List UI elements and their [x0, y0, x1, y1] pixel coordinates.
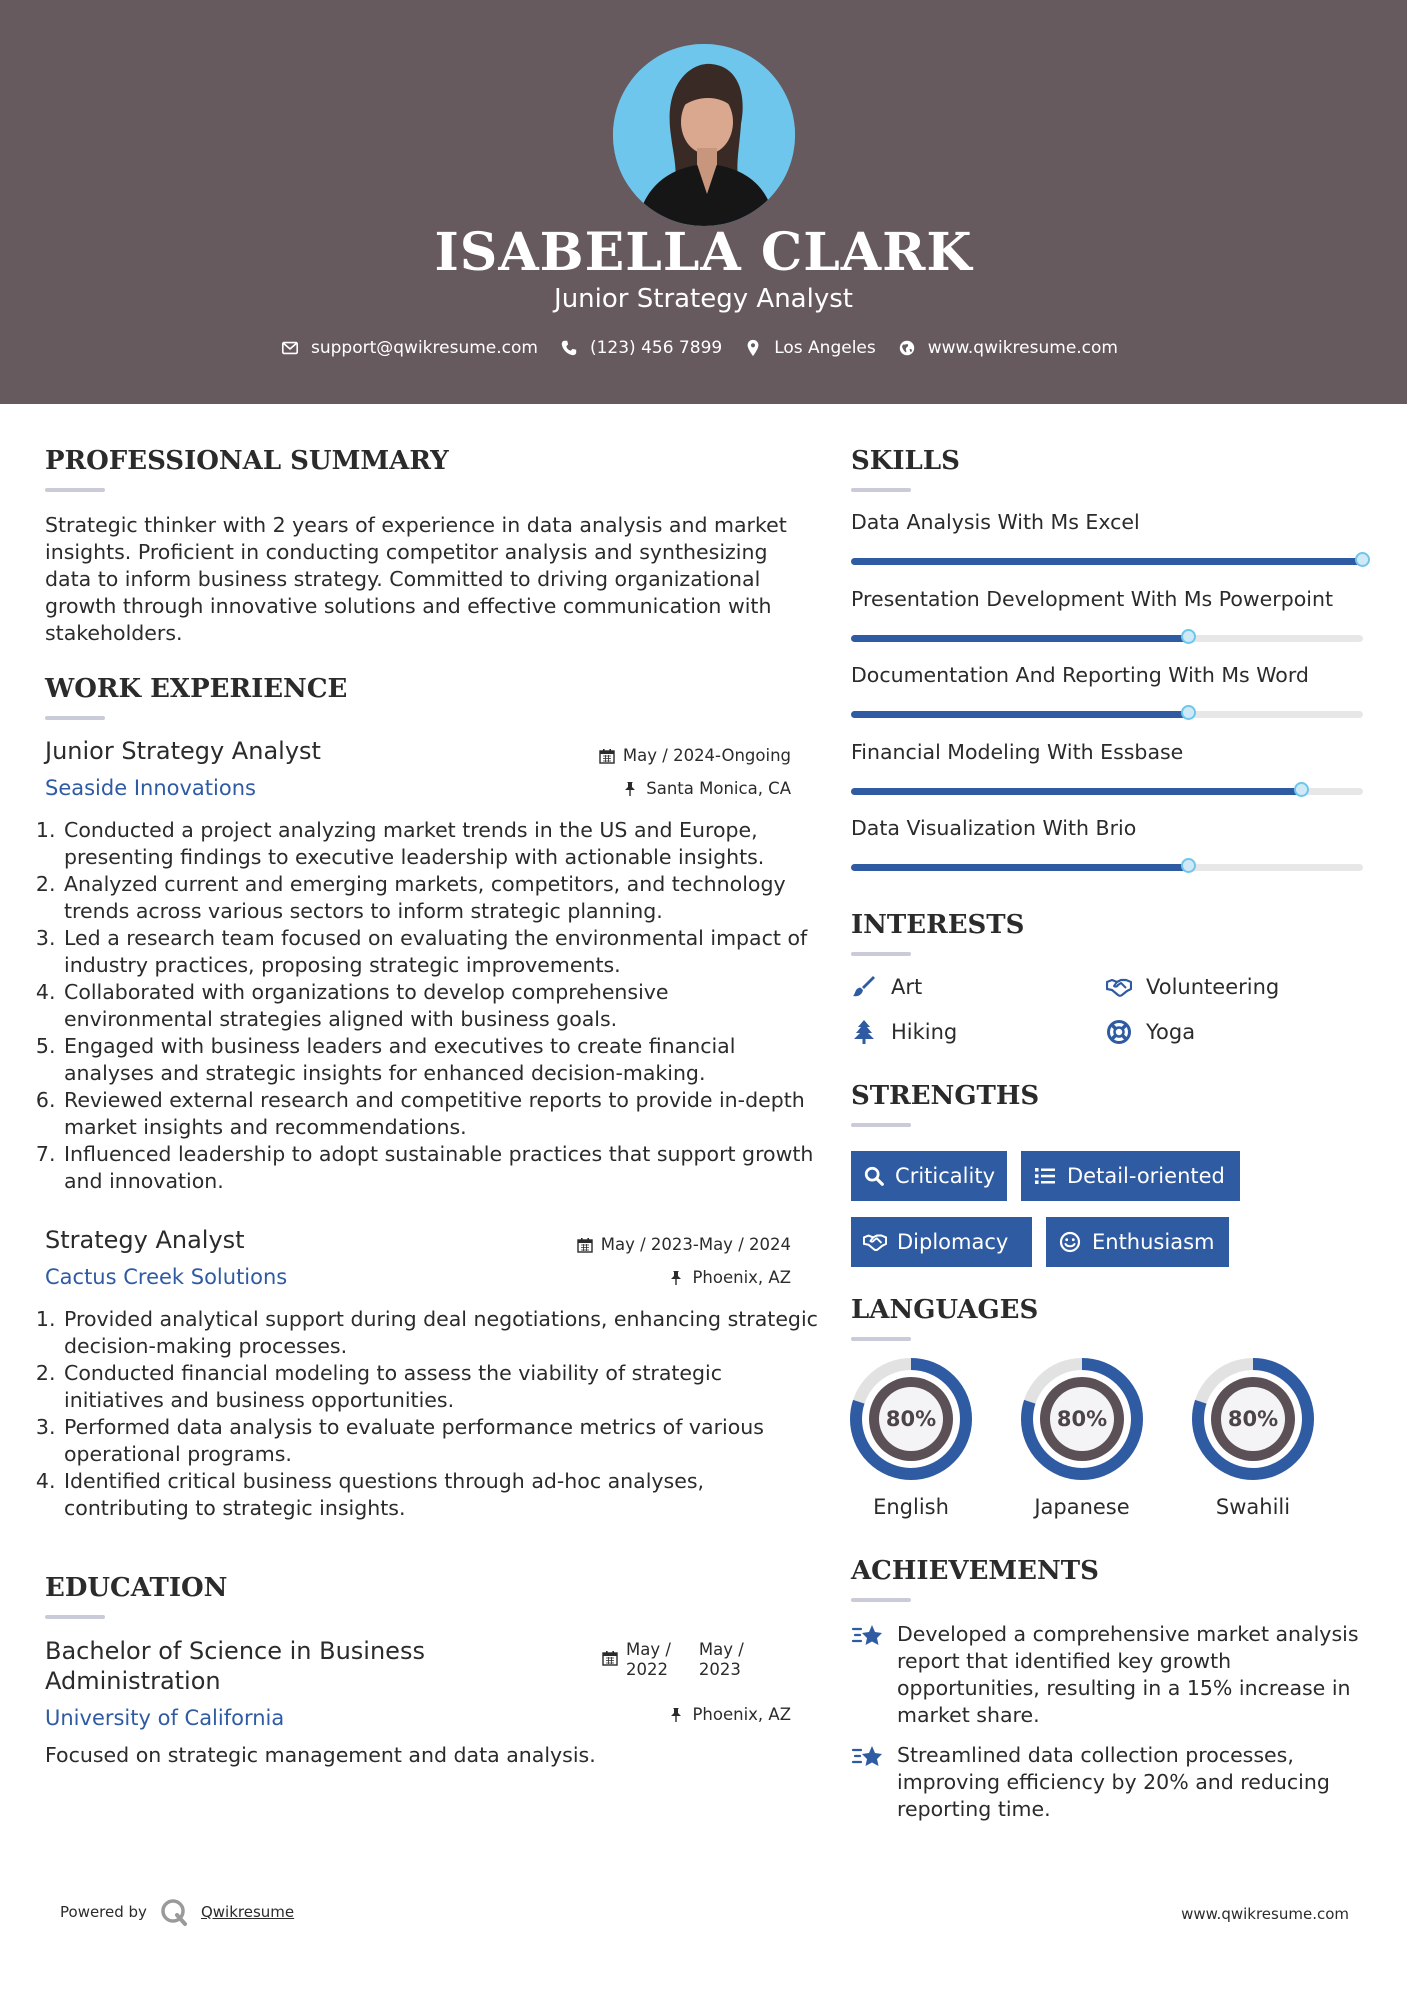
skill-bar-fill: [851, 711, 1189, 718]
skill-label: Financial Modeling With Essbase: [851, 739, 1184, 764]
list-item: 4. Identified critical business questions through ad-hoc analyses, contributing to strategic insights.: [62, 1468, 822, 1522]
job-date-text: May / 2024-Ongoing: [622, 746, 791, 765]
job-location-text: Santa Monica, CA: [646, 779, 791, 798]
calendar-icon: [599, 748, 615, 764]
language-donut-chart: [849, 1357, 973, 1481]
job-title: Strategy Analyst: [45, 1226, 245, 1254]
skill-bar-knob: [1181, 629, 1196, 644]
skill-bar-knob: [1294, 782, 1309, 797]
contact-phone-text: (123) 456 7899: [589, 338, 723, 358]
summary-heading-underline: [45, 488, 105, 492]
job-date: [577, 1235, 791, 1254]
skill-label: Data Visualization With Brio: [851, 816, 1137, 840]
contact-website[interactable]: [898, 338, 1118, 358]
contact-email[interactable]: [281, 338, 538, 358]
strength-chip-detail-oriented: [1021, 1151, 1240, 1201]
skill-label: Data Analysis With Ms Excel: [851, 510, 1140, 534]
phone-icon: [560, 339, 578, 357]
achievements-heading-underline: [851, 1598, 911, 1602]
language-item: [849, 1357, 973, 1519]
footer-powered-by: [60, 1897, 294, 1927]
contact-location-text: Los Angeles: [774, 338, 876, 358]
interest-item-volunteering: [1106, 974, 1279, 1000]
footer-website-link[interactable]: www.qwikresume.com: [1181, 1905, 1349, 1923]
job-location: [668, 1268, 791, 1287]
languages-heading-underline: [851, 1337, 911, 1341]
job-location: [622, 779, 791, 798]
list-item: 4. Collaborated with organizations to develop comprehensive environmental strategies aligned with business goals.: [62, 979, 822, 1033]
achievements-heading: ACHIEVEMENTS: [851, 1556, 1099, 1586]
list-icon: [1033, 1164, 1057, 1188]
contact-location: [744, 338, 876, 358]
job-duties-list: [38, 1306, 822, 1522]
skill-bar-knob: [1181, 858, 1196, 873]
degree-title: [45, 1636, 425, 1696]
map-pin-icon: [744, 339, 762, 357]
achievement-item: [851, 1621, 1371, 1729]
interest-item-yoga: [1106, 1019, 1195, 1045]
job-location-text: Phoenix, AZ: [692, 1268, 791, 1287]
calendar-icon: [577, 1237, 593, 1253]
pushpin-icon: [668, 1707, 684, 1723]
contact-email-text: support@qwikresume.com: [311, 338, 538, 358]
skill-bar-track: [851, 558, 1363, 565]
job-date: [599, 746, 791, 765]
achievement-text: Developed a comprehensive market analysis report that identified key growth opportunities, resulting in a 15% increase in market share.: [897, 1622, 1359, 1727]
company-name[interactable]: Seaside Innovations: [45, 776, 256, 800]
star-award-icon: [851, 1742, 885, 1772]
strengths-heading: STRENGTHS: [851, 1081, 1040, 1111]
skill-bar-fill: [851, 635, 1189, 642]
degree-line-1: Bachelor of Science in Business: [45, 1637, 425, 1665]
skill-bar-track: [851, 635, 1363, 642]
interest-label: Art: [891, 975, 923, 999]
resume-header: [0, 0, 1407, 404]
powered-by-text: Powered by: [60, 1903, 147, 1921]
list-item: 2. Conducted financial modeling to assess the viability of strategic initiatives and business opportunities.: [62, 1360, 822, 1414]
job-date-text: May / 2023-May / 2024: [600, 1235, 791, 1254]
handshake-icon: [1106, 974, 1132, 1000]
skill-bar-fill: [851, 788, 1302, 795]
language-name: English: [873, 1495, 949, 1519]
education-description: Focused on strategic management and data analysis.: [45, 1743, 596, 1767]
strength-label: Enthusiasm: [1092, 1230, 1215, 1254]
interest-label: Yoga: [1146, 1020, 1196, 1044]
education-start: [626, 1640, 671, 1680]
paintbrush-icon: [851, 974, 877, 1000]
education-end-month: May /: [698, 1640, 744, 1659]
skill-bar-knob: [1355, 552, 1370, 567]
strength-label: Criticality: [895, 1164, 995, 1188]
skill-label: Documentation And Reporting With Ms Word: [851, 663, 1309, 687]
education-location-text: Phoenix, AZ: [692, 1705, 791, 1724]
language-item: [1020, 1357, 1144, 1519]
list-item: 7. Influenced leadership to adopt sustainable practices that support growth and innovation.: [62, 1141, 822, 1195]
achievement-item: [851, 1742, 1371, 1823]
language-donut-chart: [1191, 1357, 1315, 1481]
education-start-month: May /: [626, 1640, 671, 1659]
achievement-text: Streamlined data collection processes, improving efficiency by 20% and reducing reporting time.: [897, 1743, 1330, 1821]
list-item: 3. Led a research team focused on evaluating the environmental impact of industry practices, proposing strategic improvements.: [62, 925, 822, 979]
strength-chip-criticality: [851, 1151, 1007, 1201]
interest-item-hiking: [851, 1019, 957, 1045]
languages-heading: LANGUAGES: [851, 1295, 1039, 1325]
strength-chip-diplomacy: [851, 1217, 1032, 1267]
profile-photo: [613, 44, 795, 226]
candidate-name: ISABELLA CLARK: [434, 222, 973, 283]
experience-heading: WORK EXPERIENCE: [45, 674, 348, 704]
contact-phone[interactable]: [560, 338, 722, 358]
skills-heading-underline: [851, 488, 911, 492]
calendar-icon: [602, 1650, 618, 1666]
degree-line-2: Administration: [45, 1667, 221, 1695]
company-name[interactable]: Cactus Creek Solutions: [45, 1265, 288, 1289]
tree-icon: [851, 1019, 877, 1045]
interest-label: Hiking: [891, 1020, 958, 1044]
language-percent-label: 80%: [1227, 1407, 1279, 1431]
list-item: 6. Reviewed external research and competitive reports to provide in-depth market insights and recommendations.: [62, 1087, 822, 1141]
skill-bar-track: [851, 864, 1363, 871]
pushpin-icon: [622, 781, 638, 797]
education-dates: [602, 1640, 744, 1680]
candidate-role: Junior Strategy Analyst: [554, 284, 853, 314]
language-donut-chart: [1020, 1357, 1144, 1481]
school-name[interactable]: University of California: [45, 1706, 285, 1730]
education-start-year: 2022: [626, 1660, 668, 1679]
skill-bar-fill: [851, 558, 1363, 565]
job-duties-list: [38, 817, 822, 1195]
list-item: 2. Analyzed current and emerging markets, competitors, and technology trends across various sectors to inform strategic planning.: [62, 871, 822, 925]
pushpin-icon: [668, 1270, 684, 1286]
education-heading-underline: [45, 1615, 105, 1619]
list-item: 5. Engaged with business leaders and executives to create financial analyses and strategic insights for enhanced decision-making.: [62, 1033, 822, 1087]
job-title: Junior Strategy Analyst: [45, 737, 321, 765]
skill-label: Presentation Development With Ms Powerpoint: [851, 586, 1333, 611]
star-award-icon: [851, 1621, 885, 1651]
search-icon: [863, 1164, 885, 1188]
interests-heading-underline: [851, 952, 911, 956]
strengths-heading-underline: [851, 1123, 911, 1127]
interest-label: Volunteering: [1146, 975, 1280, 999]
strength-chip-enthusiasm: [1046, 1217, 1229, 1267]
language-percent-label: 80%: [1056, 1407, 1108, 1431]
list-item: 1. Conducted a project analyzing market trends in the US and Europe, presenting findings to executive leadership with actionable insights.: [62, 817, 822, 871]
contact-bar: [0, 338, 1407, 358]
skill-bar-track: [851, 788, 1363, 795]
interests-heading: INTERESTS: [851, 910, 1025, 940]
education-heading: EDUCATION: [45, 1573, 228, 1603]
language-percent-label: 80%: [885, 1407, 937, 1431]
language-name: Japanese: [1034, 1495, 1130, 1519]
skills-heading: SKILLS: [851, 446, 960, 476]
interest-item-art: [851, 974, 922, 1000]
strength-label: Diplomacy: [897, 1230, 1009, 1254]
summary-heading: PROFESSIONAL SUMMARY: [45, 446, 449, 476]
brand-link[interactable]: Qwikresume: [200, 1903, 295, 1921]
language-item: [1191, 1357, 1315, 1519]
contact-website-text: www.qwikresume.com: [927, 338, 1118, 358]
qwikresume-logo-icon: [159, 1897, 189, 1927]
list-item: 1. Provided analytical support during deal negotiations, enhancing strategic decision-making processes.: [62, 1306, 822, 1360]
skill-bar-knob: [1181, 705, 1196, 720]
education-end-year: 2023: [698, 1660, 741, 1679]
handshake-icon: [863, 1230, 887, 1254]
smile-icon: [1058, 1230, 1082, 1254]
education-end: [699, 1640, 744, 1680]
person-silhouette-icon: [613, 44, 795, 226]
skill-bar-fill: [851, 864, 1189, 871]
education-location: [668, 1705, 791, 1724]
envelope-icon: [281, 339, 299, 357]
summary-text: Strategic thinker with 2 years of experience in data analysis and market insights. Proficient in conducting competitor analysis and synthesizing data to inform business strategy. Committed to driving organizational growth through innovative solutions and effective communication with stakeholders.: [45, 513, 787, 645]
lifering-icon: [1106, 1019, 1132, 1045]
globe-icon: [898, 339, 916, 357]
language-name: Swahili: [1215, 1495, 1291, 1519]
experience-heading-underline: [45, 716, 105, 720]
strength-label: Detail-oriented: [1067, 1164, 1225, 1188]
list-item: 3. Performed data analysis to evaluate performance metrics of various operational programs.: [62, 1414, 822, 1468]
skill-bar-track: [851, 711, 1363, 718]
